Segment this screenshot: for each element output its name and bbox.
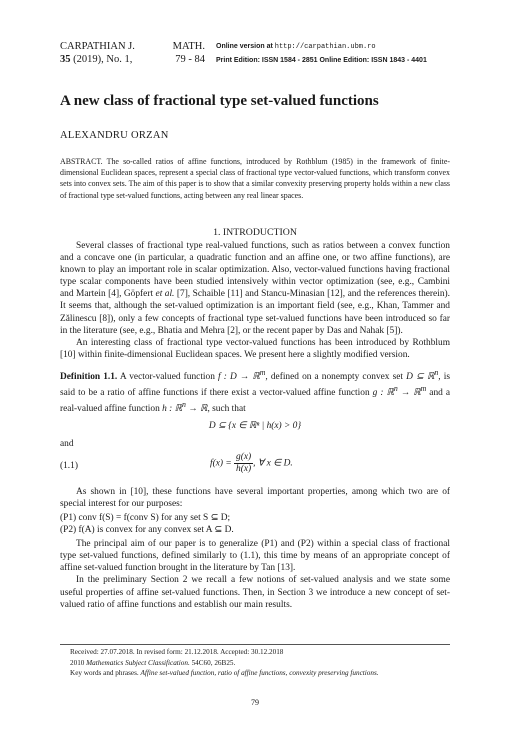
journal-math: MATH. — [172, 41, 205, 52]
msc-classification — [60, 658, 450, 669]
paper-author: ALEXANDRU ORZAN — [60, 130, 169, 141]
def-math-g2: → ℝ — [397, 388, 421, 399]
paragraph-3: As shown in [10], these functions have several important properties, among which two are of special interest for our purposes: — [60, 486, 450, 509]
paragraph-1-etal: et al. — [155, 289, 175, 300]
paragraph-2: An interesting class of fractional type vector-valued functions has been introduced by Rothblum [10] within finite-dimensional Euclidean spaces. We present here a slightly modified version. — [60, 337, 450, 360]
online-label: Online version at — [216, 43, 275, 50]
equation-rhs: , ∀ x ∈ D. — [253, 458, 293, 469]
def-text-d: and a real-valued affine function — [60, 388, 450, 415]
msc-year: 2010 — [70, 658, 87, 667]
keywords-label: Key words and phrases. — [70, 669, 141, 678]
msc-codes: 54C60, 26B25. — [189, 658, 236, 667]
def-text-c: , is said to be a ratio of affine functions if there exist a vector-valued affine function — [60, 372, 450, 399]
def-text-a: A vector-valued function — [117, 372, 219, 383]
journal-name: CARPATHIAN J. — [60, 41, 135, 52]
def-sup-n: n — [434, 367, 439, 377]
display-equation-domain: D ⊆ {x ∈ ℝⁿ | h(x) > 0} — [208, 420, 302, 431]
footnote-rule — [60, 644, 450, 645]
def-text-b: , defined on a nonempty convex set — [265, 372, 407, 383]
paper-title: A new class of fractional type set-valued functions — [60, 93, 379, 109]
keywords — [60, 668, 450, 679]
def-sup-n-2: n — [393, 384, 398, 394]
journal-volume-line — [60, 53, 140, 66]
online-header — [216, 40, 456, 67]
def-sup-n-3: n — [182, 400, 186, 410]
equation-lhs: f(x) = — [210, 458, 235, 469]
equation-number: (1.1) — [60, 460, 78, 471]
equation-body — [210, 452, 293, 475]
def-sup-m-2: m — [420, 384, 427, 394]
journal-header — [60, 40, 140, 66]
equation-1-1 — [60, 452, 450, 480]
fraction-denominator: h(x) — [236, 463, 252, 474]
journal-year-issue: (2019), No. 1, — [73, 54, 133, 65]
keywords-text: Affine set-valued function, ratio of affine functions, convexity preserving functions. — [140, 669, 379, 678]
journal-math-header — [143, 40, 205, 66]
section-heading: 1. INTRODUCTION — [213, 227, 297, 238]
abstract-label: ABSTRACT. — [60, 157, 103, 166]
def-math-f: f : D → ℝ — [218, 372, 260, 383]
def-text-e: , such that — [207, 404, 246, 415]
abstract-text: The so-called ratios of affine functions, introduced by Rothblum (1985) in the framework of finite-dimensional Euclidean spaces, represent a special class of fractional type vector-valued functions, which transform convex sets into convex sets. The aim of this paper is to show that a similar convexity preserving property holds within a new class of fractional type set-valued functions, acting between any real linear spaces. — [60, 157, 450, 200]
journal-pages: 79 - 84 — [175, 54, 205, 65]
footnotes — [60, 647, 450, 679]
journal-volume: 35 — [60, 54, 71, 65]
paragraph-5: In the preliminary Section 2 we recall a few notions of set-valued analysis and we state some useful properties of affine set-valued functions. Then, in Section 3 we introduce a new concept of set-valued ratio of affine functions and establish our main results. — [60, 575, 450, 610]
paragraph-4: The principal aim of our paper is to generalize (P1) and (P2) within a special class of fractional type set-valued functions, defined similarly to (1.1), this time by means of an appropriate concept of affine set-valued function brought in the literature by Tan [13]. — [60, 539, 450, 574]
msc-label: Mathematics Subject Classification. — [86, 658, 190, 667]
abstract — [60, 156, 450, 201]
equation-fraction — [234, 452, 253, 475]
fraction-numerator: g(x) — [236, 451, 252, 462]
def-math-h: h : ℝ — [162, 404, 183, 415]
issn-line: Print Edition: ISSN 1584 - 2851 Online Edition: ISSN 1843 - 4401 — [216, 57, 427, 64]
paragraph-1-part-a: Several classes of fractional type real-valued functions, such as ratios between a convex function and a concave one (in particular, a quadratic function and an affine one, or two affine functions), are known to play an important role in scalar optimization. Also, vector-valued functions having fractional type scalar components have been studied intensively within vector optimization (see, e.g., Cambini and Martein [4], Göpfert — [60, 241, 450, 300]
body-text — [60, 240, 450, 611]
online-url[interactable]: http://carpathian.ubm.ro — [274, 43, 376, 51]
paragraph-1 — [60, 240, 450, 337]
property-P1: (P1) conv f(S) = f(conv S) for any set S ⊆ D; — [60, 512, 231, 523]
property-P2: (P2) f(A) is convex for any convex set A ⊆ D. — [60, 525, 234, 536]
and-word: and — [60, 438, 74, 449]
definition-label: Definition 1.1. — [60, 372, 118, 383]
property-list — [60, 512, 450, 536]
def-math-D: D ⊆ ℝ — [406, 372, 435, 383]
paragraph-1-part-b: [7], Schaible [11] and Stancu-Minasian [12], and the references therein). It seems that, although the set-valued optimization is an important field (see, e.g., Khan, Tammer and Zălinescu [8]), only a few concepts of fractional type set-valued functions have been introduced so far in the literature (see, e.g., Bhatia and Mehra [2], or the recent paper by Das and Nahak [5]). — [60, 289, 450, 336]
online-version-line — [216, 40, 456, 54]
page-number: 79 — [251, 698, 259, 707]
received-dates: Received: 27.07.2018. In revised form: 21.12.2018. Accepted: 30.12.2018 — [70, 648, 284, 656]
def-math-h2: → ℝ — [185, 404, 208, 415]
definition-1-1 — [60, 367, 450, 416]
def-sup-m: m — [259, 367, 266, 377]
def-math-g: g : ℝ — [372, 388, 394, 399]
